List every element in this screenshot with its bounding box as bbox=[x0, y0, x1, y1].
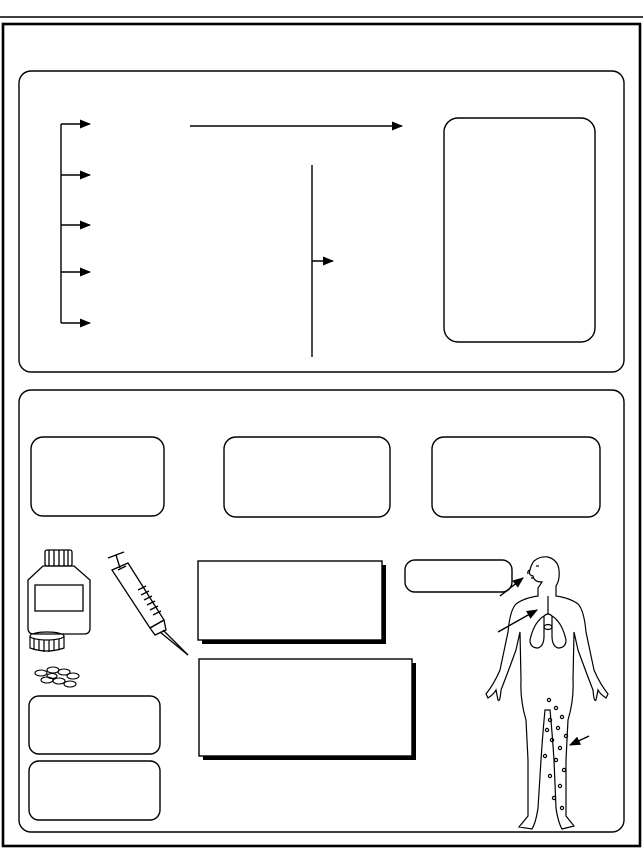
medicine-box-1[interactable] bbox=[29, 696, 160, 754]
callout-box[interactable] bbox=[405, 560, 512, 592]
answer-box-3[interactable] bbox=[432, 437, 600, 517]
top-panel bbox=[19, 71, 624, 372]
answer-box-1[interactable] bbox=[31, 437, 164, 516]
medicine-bottle-icon bbox=[28, 550, 90, 634]
pointer-arrow-leg bbox=[570, 736, 589, 745]
branch-bracket bbox=[61, 124, 90, 323]
answer-box-2[interactable] bbox=[224, 437, 390, 517]
human-body-icon bbox=[486, 557, 608, 829]
top-panel-frame bbox=[19, 71, 624, 372]
center-box-2[interactable] bbox=[199, 659, 416, 760]
pills-icon bbox=[35, 667, 79, 687]
center-box-1[interactable] bbox=[198, 561, 386, 644]
bottom-panel bbox=[19, 390, 624, 832]
pointer-arrow-chest bbox=[498, 610, 537, 632]
medicine-box-2[interactable] bbox=[29, 761, 160, 820]
syringe-icon bbox=[108, 552, 188, 655]
right-answer-box[interactable] bbox=[441, 115, 598, 345]
bottle-cap-icon bbox=[30, 632, 64, 652]
